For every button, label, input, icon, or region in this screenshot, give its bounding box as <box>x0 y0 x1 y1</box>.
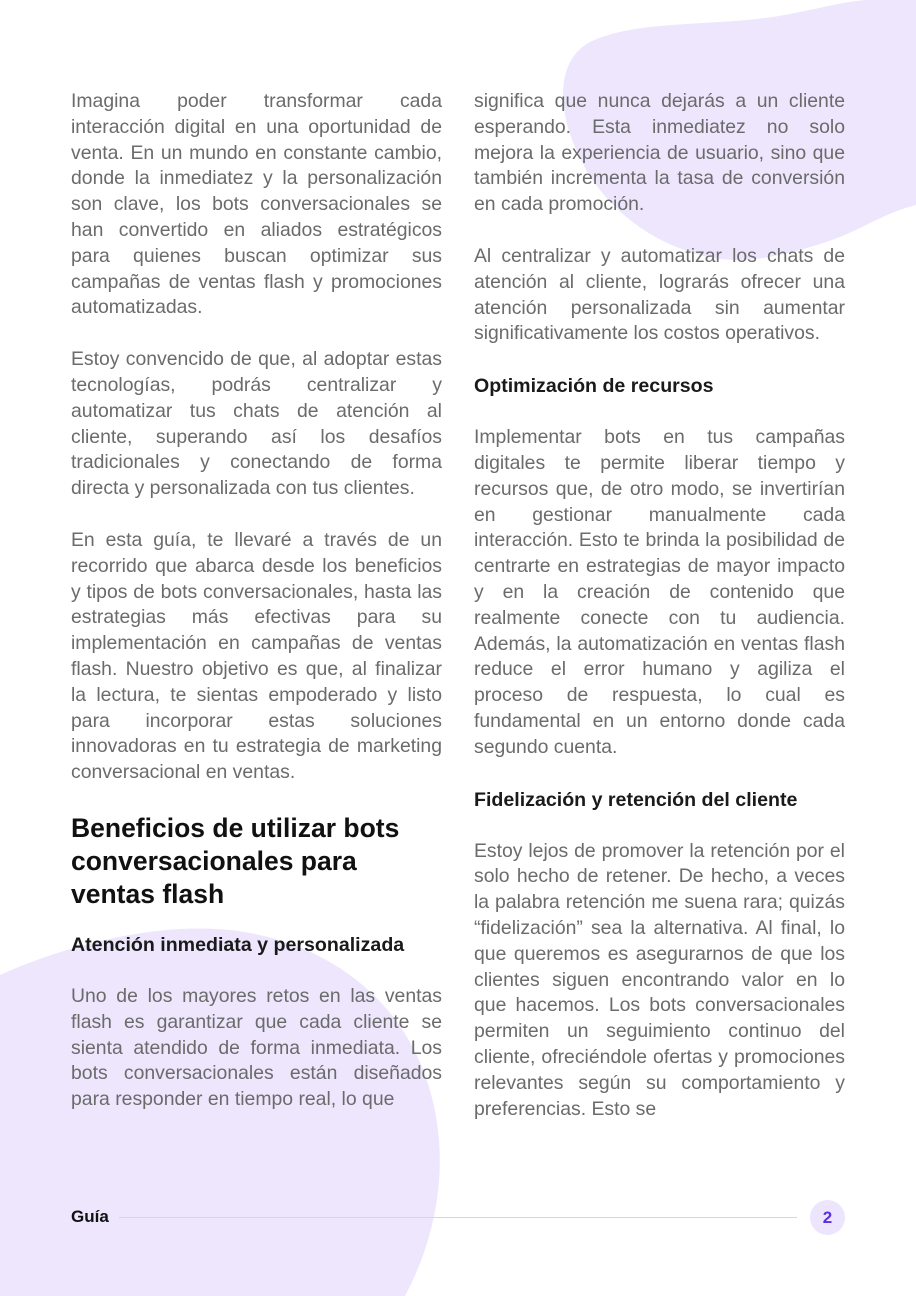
subheading-immediate-attention: Atención inmediata y personalizada <box>71 933 405 956</box>
loyalty-retention-paragraph: Estoy lejos de promover la retención por el solo hecho de retener. De hecho, a veces la palabra retención me suena rara; quizás “fidelización” sea la alternativa. Al final, lo que queremos es asegurarnos de que los clientes siguen encontrando valor en lo que hacemos. Los bots conversacionales permiten un seguimiento continuo del cliente, ofreciéndole ofertas y promociones relevantes según su comportamiento y preferencias. Esto se <box>474 839 845 1120</box>
immediate-attention-paragraph: Uno de los mayores retos en las ventas flash es garantizar que cada cliente se sienta atendido de forma inmediata. Los bots conversacionales están diseñados para responder en tiempo real, lo que <box>71 984 442 1111</box>
centralize-paragraph: Al centralizar y automatizar los chats de atención al cliente, lograrás ofrecer una atención personalizada sin aumentar significativamente los costos operativos. <box>474 244 845 345</box>
continuation-paragraph: significa que nunca dejarás a un cliente esperando. Esta inmediatez no solo mejora la experiencia de usuario, sino que también incrementa la tasa de conversión en cada promoción. <box>474 90 845 216</box>
intro-paragraph: Imagina poder transformar cada interacción digital en una oportunidad de venta. En un mundo en constante cambio, donde la inmediatez y la personalización son clave, los bots conversacionales se han convertido en aliados estratégicos para quienes buscan optimizar sus campañas de ventas flash y promociones automatizadas. <box>71 90 442 319</box>
page-number-badge: 2 <box>810 1200 845 1235</box>
right-column <box>474 89 845 1148</box>
subheading-resource-optimization: Optimización de recursos <box>474 375 714 398</box>
resource-optimization-paragraph: Implementar bots en tus campañas digitales te permite liberar tiempo y recursos que, de otro modo, se invertirían en gestionar manualmente cada interacción. Esto te brinda la posibilidad de centrarte en estrategias de mayor impacto y en la creación de contenido que realmente conecte con tu audiencia. Además, la automatización en ventas flash reduce el error humano y agiliza el proceso de respuesta, lo cual es fundamental en un entorno donde cada segundo cuenta. <box>474 426 845 758</box>
conviction-paragraph: Estoy convencido de que, al adoptar estas tecnologías, podrás centralizar y automatizar tus chats de atención al cliente, superando así los desafíos tradicionales y conectando de forma directa y personalizada con tus clientes. <box>71 348 442 500</box>
section-heading: Beneficios de utilizar bots conversacionales para ventas flash <box>71 812 400 909</box>
footer-label: Guía <box>71 1207 109 1226</box>
footer-divider <box>119 1217 797 1218</box>
subheading-loyalty-retention: Fidelización y retención del cliente <box>474 788 798 811</box>
guide-overview-paragraph: En esta guía, te llevaré a través de un recorrido que abarca desde los beneficios y tipos de bots conversacionales, hasta las estrategias más efectivas para su implementación en campañas de ventas flash. Nuestro objetivo es que, al finalizar la lectura, te sientas empoderado y listo para incorporar estas soluciones innovadoras en tu estrategia de marketing conversacional en ventas. <box>71 528 442 784</box>
left-column <box>71 89 442 1139</box>
